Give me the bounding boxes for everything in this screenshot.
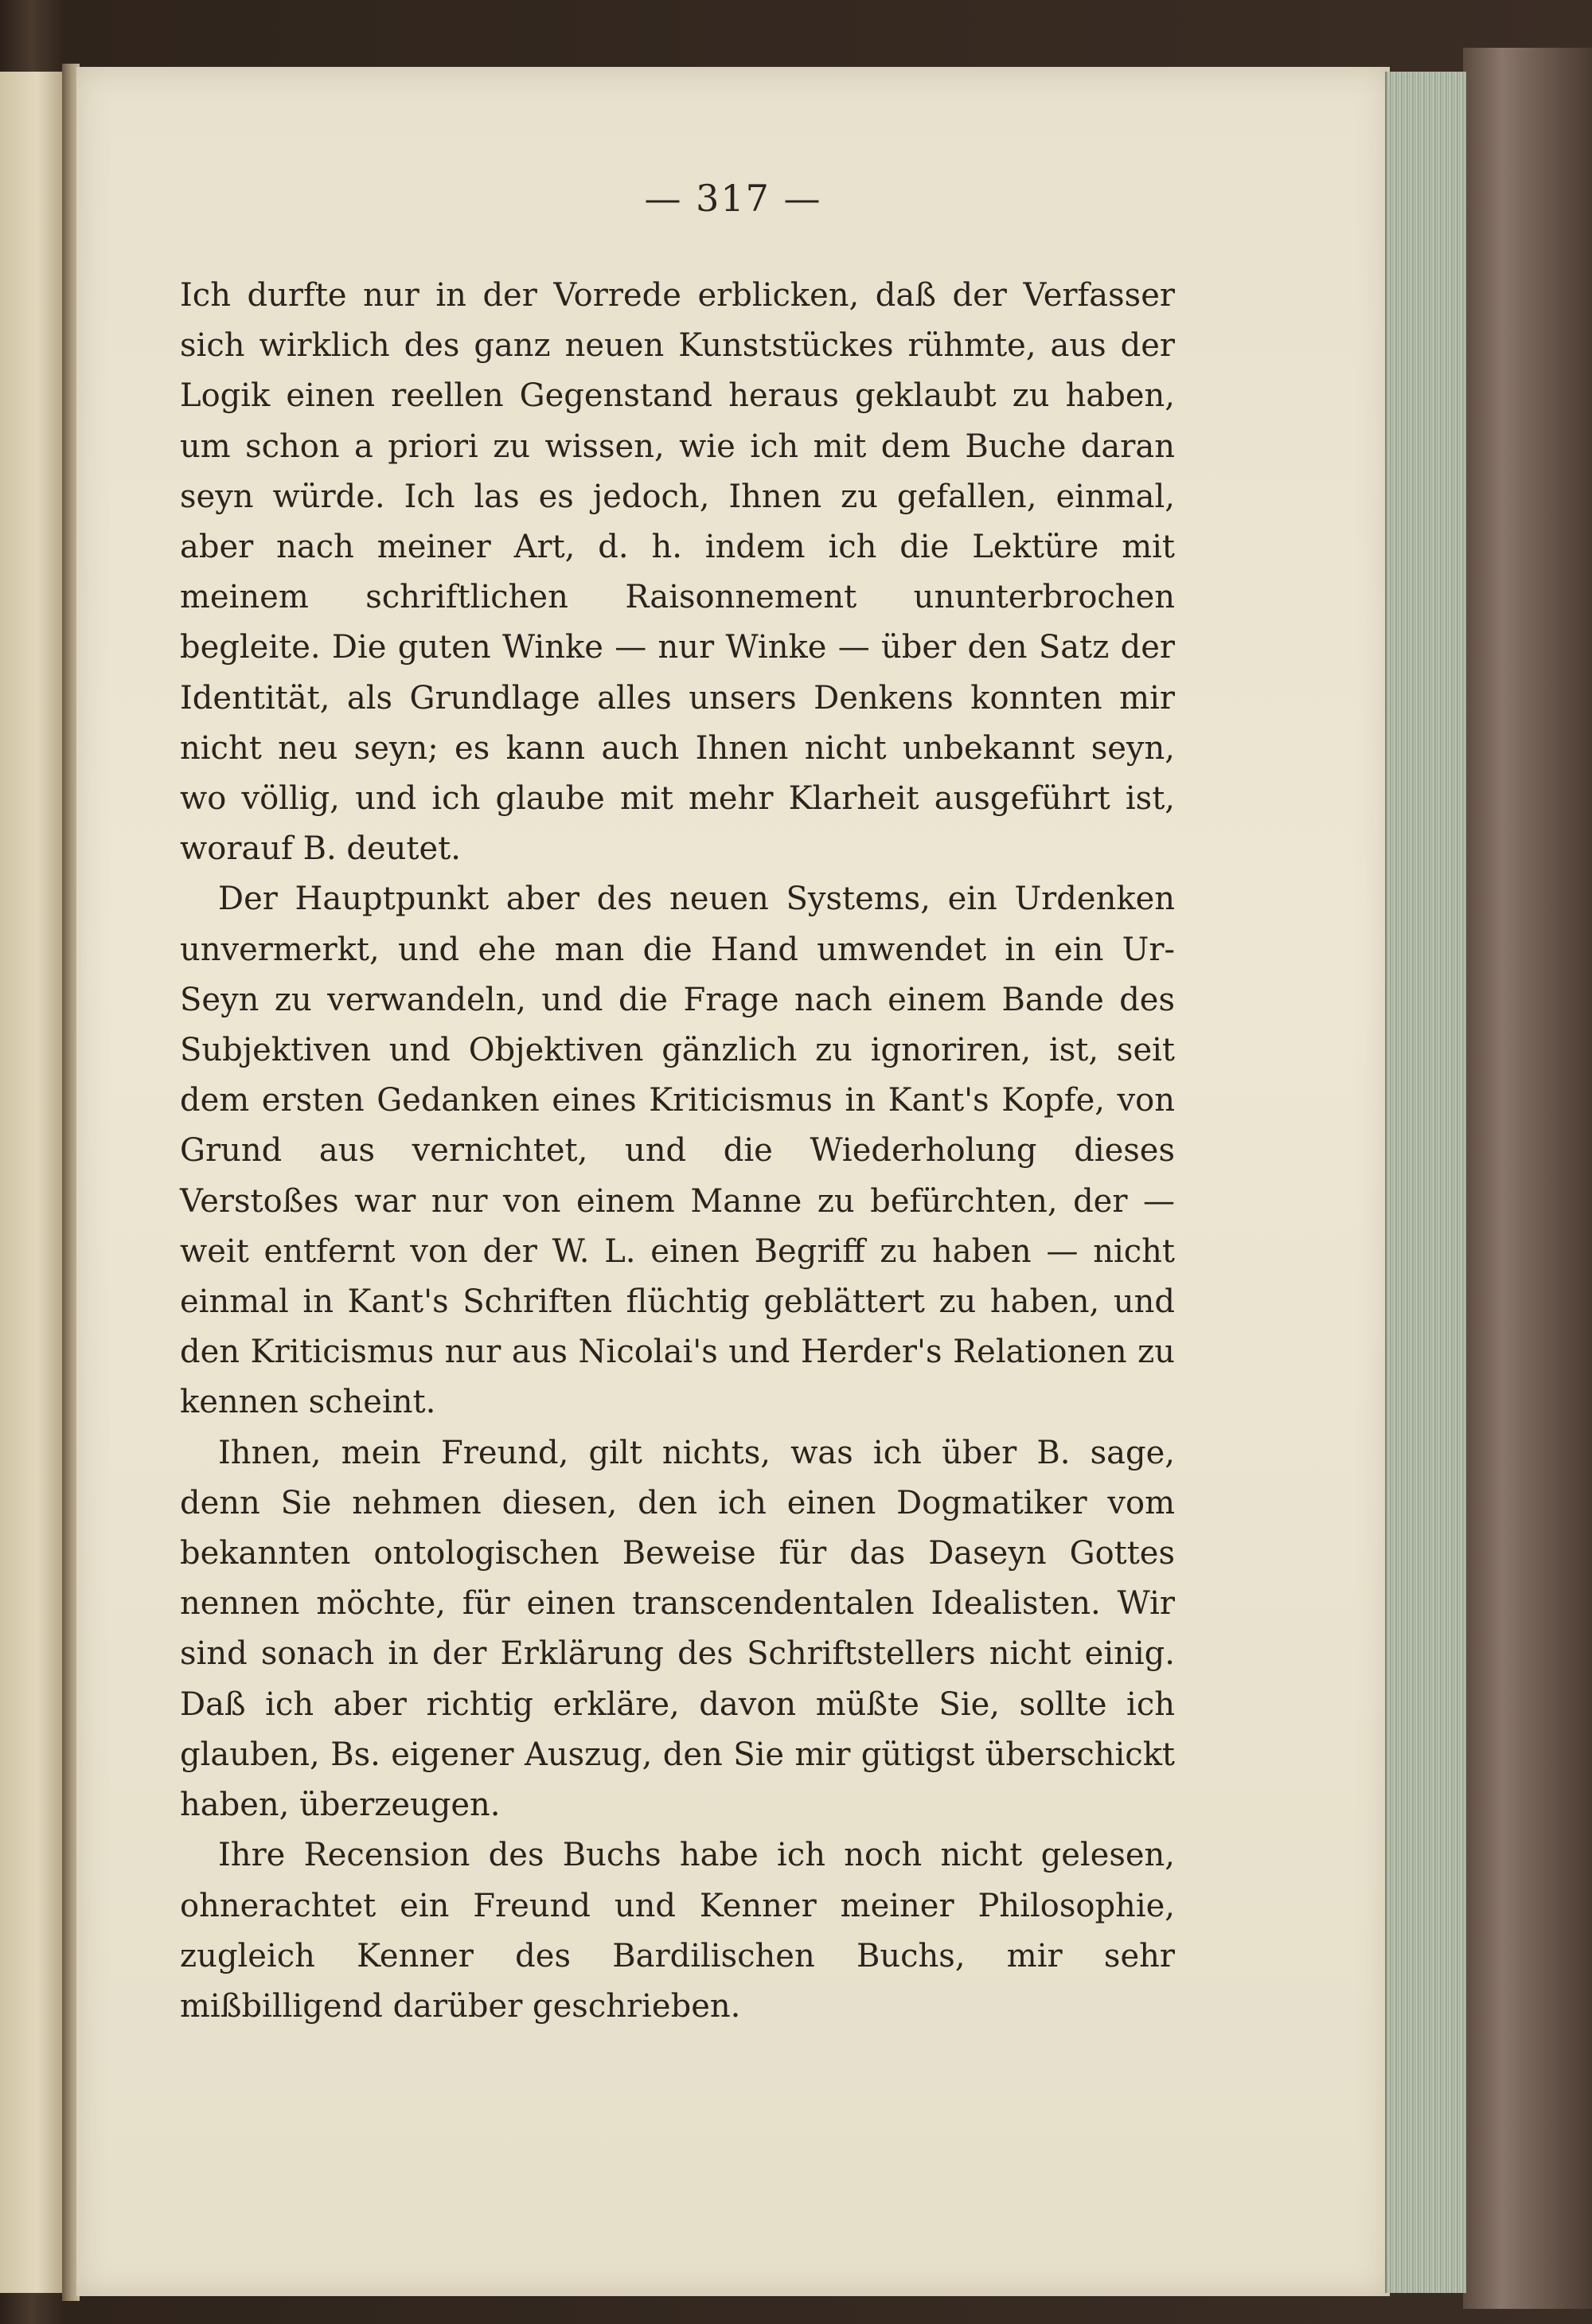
paragraph-4: Ihre Recension des Buchs habe ich noch nicht gelesen, ohnerachtet ein Freund und Kenner meiner Philosophie, zugleich Kenner des Bardilischen Buchs, mir sehr mißbilligend darüber geschrieben. [180,1837,1175,2025]
paragraph-2: Der Hauptpunkt aber des neuen Systems, ein Urdenken unvermerkt, und ehe man die Hand umwendet in ein Ur-Seyn zu verwandeln, und die Frage nach einem Bande des Subjektiven und Objektiven gänzlich zu ignoriren, ist, seit dem ersten Gedanken eines Kriticismus in Kant's Kopfe, von Grund aus vernichtet, und die Wiederholung dieses Verstoßes war nur von einem Manne zu befürchten, der — weit entfernt von der W. L. einen Begriff zu haben — nicht einmal in Kant's Schriften flüchtig geblättert zu haben, und den Kriticismus nur aus Nicolai's und Herder's Relationen zu kennen scheint. [180,881,1175,1421]
book-cover-edge [1463,48,1592,2309]
page-number: — 317 — [644,177,822,220]
paragraph-1: Ich durfte nur in der Vorrede erblicken, daß der Verfasser sich wirklich des ganz neuen Kunststückes rühmte, aus der Logik einen reellen Gegenstand heraus geklaubt zu haben, um schon a priori zu wissen, wie ich mit dem Buche daran seyn würde. Ich las es jedoch, Ihnen zu gefallen, einmal, aber nach meiner Art, d. h. indem ich die Lektüre mit meinem schriftlichen Raisonnement ununterbrochen begleite. Die guten Winke — nur Winke — über den Satz der Identität, als Grundlage alles unsers Denkens konnten mir nicht neu seyn; es kann auch Ihnen nicht unbekannt seyn, wo völlig, und ich glaube mit mehr Klarheit ausgeführt ist, worauf B. deutet. [180,277,1175,868]
page-body [180,271,1175,2032]
left-page-edge [0,72,64,2293]
paragraph-3: Ihnen, mein Freund, gilt nichts, was ich über B. sage, denn Sie nehmen diesen, den ich einen Dogmatiker vom bekannten ontologischen Beweise für das Daseyn Gottes nennen möchte, für einen transcendentalen Idealisten. Wir sind sonach in der Erklärung des Schriftstellers nicht einig. Daß ich aber richtig erkläre, davon müßte Sie, sollte ich glauben, Bs. eigener Auszug, den Sie mir gütigst überschickt haben, überzeugen. [180,1434,1175,1824]
page-edges-stack [1385,72,1466,2293]
